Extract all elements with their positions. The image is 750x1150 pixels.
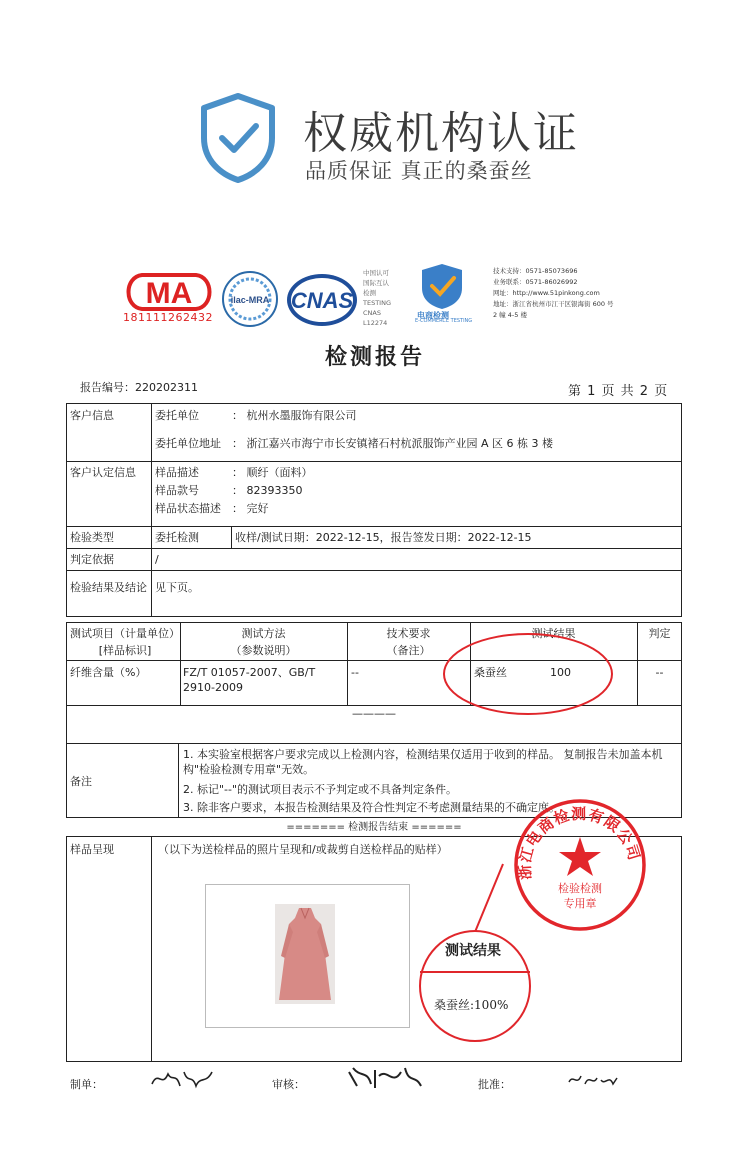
divider	[178, 743, 179, 818]
page-info: 第 1 页 共 2 页	[568, 384, 669, 399]
ilac-text: ilac-MRA	[230, 295, 270, 305]
subline: 品质保证 真正的桑蚕丝	[305, 159, 533, 183]
header-judgement: 判定	[648, 627, 671, 640]
ec-label: 电商检测	[417, 311, 449, 320]
dress-photo	[275, 904, 335, 1004]
contact-line: 网址：http://www.51pinkong.com	[493, 289, 600, 297]
client-address-value: ： 浙江嘉兴市海宁市长安镇褚石村杭派服饰产业园 A 区 6 栋 3 楼	[232, 437, 553, 450]
contact-line: 地址：浙江省杭州市江干区银海街 600 号	[493, 300, 614, 308]
seal-outer-text: 浙江电商检测有限公司	[515, 804, 644, 881]
contact-line: 2 幢 4-5 楼	[493, 311, 527, 319]
result-label: 检验结果及结论	[70, 581, 147, 594]
client-unit-label: 委托单位	[155, 409, 199, 422]
cnas-text: CNAS	[290, 288, 354, 313]
ma-text: MA	[145, 277, 193, 310]
header-item: 测试项目（计量单位）	[70, 627, 180, 640]
callout-title: 测试结果	[445, 943, 501, 959]
shield-check-icon	[200, 92, 276, 184]
seal-inner-text-2: 专用章	[563, 897, 597, 910]
remark-2: 2. 标记"--"的测试项目表示不予判定或不具备判定条件。	[183, 783, 458, 796]
ecommerce-testing-logo	[415, 262, 485, 310]
inspection-type-value: 委托检测	[155, 531, 199, 544]
end-line: ======= 检测报告结束 ======	[286, 822, 462, 833]
ma-number: 181111262432	[123, 311, 213, 324]
sample-state-value: ： 完好	[232, 502, 269, 515]
reviewer-label: 审核：	[272, 1078, 305, 1091]
contact-line: 技术支持：0571-85073696	[493, 267, 578, 275]
remark-3: 3. 除非客户要求，本报告检测结果及符合性判定不考虑测量结果的不确定度。	[183, 801, 560, 814]
sample-desc-label: 样品描述	[155, 466, 199, 479]
header-item-sub: [样品标识]	[98, 644, 152, 657]
sample-state-label: 样品状态描述	[155, 502, 221, 515]
remarks-label: 备注	[70, 775, 92, 788]
confirm-section-label: 客户认定信息	[70, 466, 136, 479]
header-requirement: 技术要求	[386, 627, 431, 640]
cnas-desc-line: 检测	[363, 289, 376, 297]
remark-1: 1. 本实验室根据客户要求完成以上检测内容，检测结果仅适用于收到的样品。 复制报告未加盖本机构"检验检测专用章"无效。	[183, 748, 663, 776]
divider	[66, 461, 682, 462]
seal-inner-text-1: 检验检测	[558, 882, 602, 895]
report-title: 检测报告	[324, 344, 425, 370]
sample-label: 样品呈现	[70, 843, 114, 856]
cnas-logo	[285, 272, 359, 328]
callout-text: 桑蚕丝:100%	[434, 998, 509, 1012]
divider	[66, 570, 682, 571]
maker-signature	[148, 1066, 218, 1092]
sample-note: （以下为送检样品的照片呈现和/或裁剪自送检样品的贴样）	[158, 843, 448, 856]
divider	[66, 548, 682, 549]
headline: 权威机构认证	[303, 108, 579, 159]
divider	[231, 526, 232, 548]
sample-style-label: 样品款号	[155, 484, 199, 497]
row-requirement: --	[351, 666, 359, 679]
cnas-desc-line: 国际互认	[363, 279, 389, 287]
inspection-dates: 收样/测试日期：2022-12-15，报告签发日期：2022-12-15	[235, 531, 532, 544]
contact-line: 业务联系：0571-86026992	[493, 278, 578, 286]
maker-label: 制单：	[70, 1078, 103, 1091]
ec-sub-label: E-COMMERCE TESTING	[415, 318, 473, 324]
row-item: 纤维含量（%）	[70, 666, 147, 679]
client-unit-value: ： 杭州水墨服饰有限公司	[232, 409, 357, 422]
header-method-sub: （参数说明）	[230, 644, 297, 657]
header-requirement-sub: （备注）	[386, 644, 431, 657]
row-method: FZ/T 01057-2007、GB/T 2910-2009	[183, 666, 316, 694]
report-number: 报告编号：220202311	[80, 381, 198, 394]
header-result: 测试结果	[531, 627, 576, 640]
cnas-desc-line: TESTING	[363, 299, 391, 307]
certification-logos	[115, 262, 635, 332]
ilac-mra-logo	[221, 270, 279, 328]
result-value: 见下页。	[155, 581, 199, 594]
header-method: 测试方法	[241, 627, 286, 640]
divider	[151, 836, 152, 1062]
row-result-name: 桑蚕丝	[474, 666, 507, 679]
row-result-value: 100	[550, 666, 571, 679]
client-section-label: 客户信息	[70, 409, 114, 422]
basis-label: 判定依据	[70, 553, 114, 566]
inspection-type-label: 检验类型	[70, 531, 114, 544]
approver-signature	[565, 1070, 621, 1090]
basis-value: /	[155, 553, 159, 566]
contact-info	[493, 266, 638, 321]
client-address-label: 委托单位地址	[155, 437, 221, 450]
cnas-desc-line: 中国认可	[363, 269, 389, 277]
cnas-description	[363, 268, 403, 328]
divider	[66, 743, 682, 744]
result-highlight-circle	[440, 628, 618, 718]
divider	[151, 403, 152, 617]
row-judgement: --	[655, 666, 664, 679]
reviewer-signature	[345, 1064, 425, 1092]
divider	[66, 526, 682, 527]
cnas-desc-line: CNAS L12274	[363, 309, 388, 327]
header-banner	[0, 0, 750, 230]
approver-label: 批准：	[478, 1078, 511, 1091]
sample-style-value: ： 82393350	[232, 484, 303, 497]
official-seal	[510, 795, 650, 935]
separator: ————	[352, 707, 396, 720]
sample-desc-value: ： 顺纡（面料）	[232, 466, 313, 479]
